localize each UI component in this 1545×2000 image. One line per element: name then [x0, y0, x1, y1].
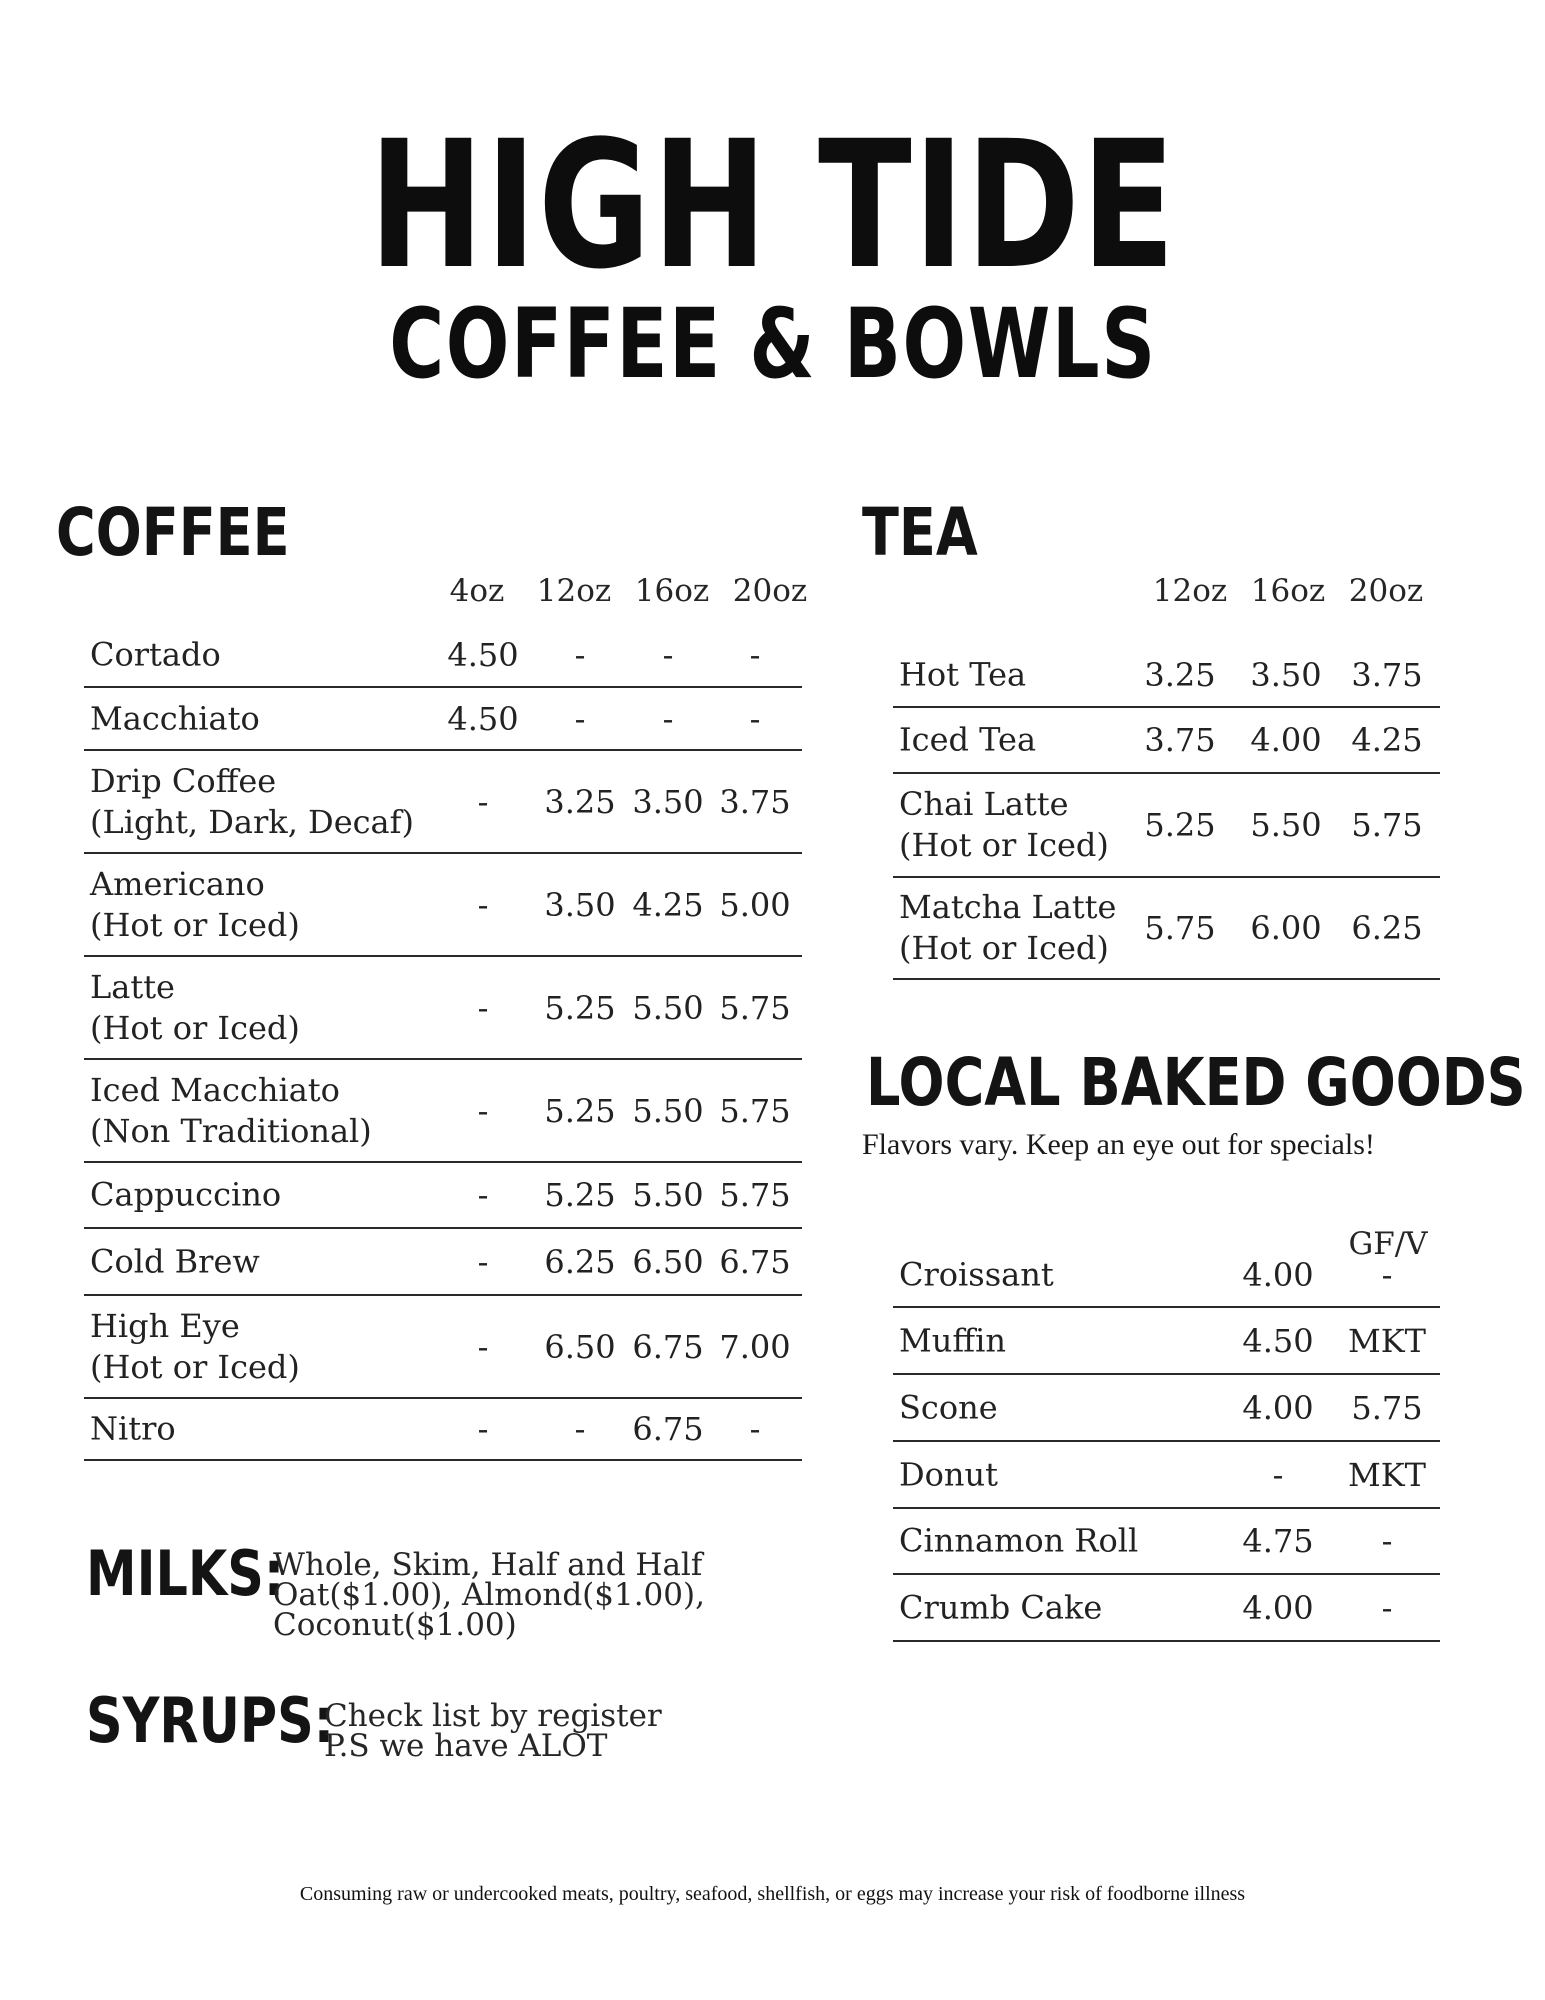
item-name-line: Scone [899, 1388, 998, 1426]
item-price: 6.75 [632, 1410, 704, 1448]
coffee-row [84, 1296, 802, 1399]
item-price: - [574, 636, 586, 674]
item-name [899, 655, 1026, 696]
baked-goods-row [893, 1575, 1440, 1642]
item-price: 4.25 [1351, 721, 1423, 759]
tea-menu-table [893, 644, 1440, 980]
item-price: 3.50 [544, 885, 616, 924]
item-name [90, 1409, 176, 1450]
baked-goods-row [893, 1442, 1440, 1509]
coffee-row [84, 1163, 802, 1229]
baked-goods-tagline: Flavors vary. Keep an eye out for specials! [862, 1128, 1375, 1161]
item-note-line: (Hot or Iced) [899, 929, 1109, 967]
item-price: - [574, 1410, 586, 1448]
item-name [899, 1521, 1138, 1562]
item-price: - [1272, 1455, 1284, 1494]
item-price: 5.50 [632, 1091, 704, 1130]
coffee-section-title: COFFEE [56, 494, 290, 571]
item-price: - [1381, 1522, 1393, 1560]
item-note-line: (Hot or Iced) [90, 905, 300, 944]
item-price: - [662, 699, 674, 738]
syrups-line: P.S we have ALOT [324, 1728, 608, 1764]
item-price: 3.75 [1144, 721, 1216, 759]
item-price: - [477, 1091, 489, 1130]
item-price: 5.75 [719, 1176, 791, 1214]
item-name-line: Cinnamon Roll [899, 1521, 1139, 1560]
syrups-label: SYRUPS: [86, 1684, 335, 1757]
size-header-12oz: 12oz [1152, 573, 1228, 609]
baked-goods-row [893, 1244, 1440, 1308]
item-price: MKT [1347, 1455, 1426, 1494]
item-name-line: Macchiato [90, 699, 260, 737]
brand-title: HIGH TIDE [368, 103, 1177, 308]
item-note-line: (Light, Dark, Decaf) [90, 802, 414, 841]
item-name [90, 864, 300, 946]
item-price: - [477, 885, 489, 924]
item-name [899, 887, 1116, 969]
item-name-line: Chai Latte [899, 785, 1069, 823]
tea-row [893, 774, 1440, 878]
item-name [899, 1255, 1054, 1296]
item-name [90, 761, 414, 843]
milks-label: MILKS: [86, 1537, 285, 1610]
item-price: 5.75 [719, 988, 791, 1027]
baked-goods-row [893, 1308, 1440, 1375]
item-note-line: (Non Traditional) [90, 1111, 372, 1150]
item-name-line: Cappuccino [90, 1175, 282, 1214]
item-price: 6.00 [1250, 909, 1322, 947]
item-price: - [477, 1176, 489, 1214]
tea-row [893, 708, 1440, 774]
item-price: 5.50 [632, 1176, 704, 1214]
item-name [899, 720, 1036, 761]
item-price: 5.25 [544, 1091, 616, 1130]
tea-row [893, 878, 1440, 980]
item-name-line: Croissant [899, 1255, 1054, 1294]
syrups-info [324, 1698, 662, 1764]
item-price: - [1381, 1588, 1393, 1627]
item-price: 4.00 [1242, 1256, 1314, 1294]
item-price: 6.75 [632, 1327, 704, 1366]
item-price: 3.25 [544, 782, 616, 821]
milks-options [273, 1547, 705, 1643]
item-name-line: Cortado [90, 635, 221, 674]
coffee-row [84, 751, 802, 854]
item-price: - [477, 1410, 489, 1448]
item-price: 5.75 [1144, 909, 1216, 947]
item-price: 4.00 [1242, 1588, 1314, 1627]
baked-goods-row [893, 1509, 1440, 1575]
item-name-line: Nitro [90, 1409, 176, 1448]
coffee-row [84, 1229, 802, 1296]
item-price: 4.00 [1250, 721, 1322, 759]
item-name [90, 635, 221, 676]
item-price: 5.50 [1250, 806, 1322, 844]
item-name [899, 1320, 1006, 1361]
item-note-line: (Hot or Iced) [899, 826, 1109, 864]
tea-row [893, 644, 1440, 708]
size-header-16oz: 16oz [634, 573, 710, 609]
size-header-12oz: 12oz [536, 573, 612, 609]
milks-line: Whole, Skim, Half and Half [273, 1547, 703, 1583]
item-name [899, 1387, 998, 1428]
item-name [899, 784, 1109, 866]
item-price: 6.25 [1351, 909, 1423, 947]
coffee-row [84, 688, 802, 751]
item-price: 7.00 [719, 1327, 791, 1366]
item-price: 5.25 [1144, 806, 1216, 844]
item-name-line: Iced Macchiato [90, 1070, 340, 1109]
item-price: - [477, 782, 489, 821]
item-name-line: Crumb Cake [899, 1588, 1103, 1626]
item-name [90, 698, 260, 739]
item-price: - [662, 636, 674, 674]
item-name [90, 1241, 260, 1282]
item-price: 6.50 [632, 1242, 704, 1281]
item-note-line: (Hot or Iced) [90, 1008, 300, 1047]
item-price: 3.50 [632, 782, 704, 821]
item-name-line: Americano [90, 864, 265, 903]
coffee-row [84, 1060, 802, 1163]
item-note-line: (Hot or Iced) [90, 1347, 300, 1386]
item-price: - [477, 1327, 489, 1366]
item-price: 5.50 [632, 988, 704, 1027]
baked-goods-section-title: LOCAL BAKED GOODS [866, 1044, 1526, 1121]
milks-line: Coconut($1.00) [273, 1607, 517, 1643]
item-name-line: Cold Brew [90, 1242, 260, 1280]
item-price: 4.75 [1242, 1522, 1314, 1560]
item-price: 4.50 [447, 636, 519, 674]
item-name-line: High Eye [90, 1306, 240, 1345]
coffee-row [84, 854, 802, 957]
size-header-16oz: 16oz [1250, 573, 1326, 609]
size-header-4oz: 4oz [449, 573, 505, 609]
item-price: 5.25 [544, 988, 616, 1027]
item-name-line: Hot Tea [899, 655, 1027, 694]
item-price: - [477, 1242, 489, 1281]
item-name-line: Latte [90, 967, 175, 1006]
item-price: - [1381, 1256, 1393, 1294]
syrups-line: Check list by register [324, 1698, 662, 1734]
item-price: 5.75 [1351, 806, 1423, 844]
item-name-line: Iced Tea [899, 720, 1037, 759]
item-price: 4.50 [447, 699, 519, 738]
item-price: - [749, 699, 761, 738]
baked-goods-row [893, 1375, 1440, 1442]
item-price: - [749, 636, 761, 674]
item-name [90, 1306, 300, 1388]
coffee-row [84, 957, 802, 1060]
tea-section-title: TEA [862, 494, 978, 571]
item-name [90, 1175, 281, 1216]
baked-goods-table [893, 1244, 1440, 1642]
coffee-row [84, 1399, 802, 1461]
item-price: 6.75 [719, 1242, 791, 1281]
brand-subtitle: COFFEE & BOWLS [388, 288, 1157, 400]
item-price: 5.75 [1351, 1388, 1423, 1427]
item-price: 5.75 [719, 1091, 791, 1130]
coffee-menu-table [84, 624, 802, 1461]
milks-line: Oat($1.00), Almond($1.00), [273, 1577, 705, 1613]
item-price: 6.25 [544, 1242, 616, 1281]
item-price: MKT [1347, 1321, 1426, 1360]
item-name-line: Muffin [899, 1321, 1006, 1359]
item-price: 3.50 [1250, 656, 1322, 694]
item-price: 3.75 [719, 782, 791, 821]
item-price: 3.75 [1351, 656, 1423, 694]
item-name [899, 1454, 998, 1495]
item-name-line: Drip Coffee [90, 761, 277, 800]
item-name [899, 1587, 1102, 1628]
item-price: 5.25 [544, 1176, 616, 1214]
item-price: - [574, 699, 586, 738]
item-name [90, 967, 300, 1049]
item-price: 6.50 [544, 1327, 616, 1366]
food-safety-disclaimer: Consuming raw or undercooked meats, poultry, seafood, shellfish, or eggs may increase your risk of foodborne illness [299, 1883, 1246, 1905]
item-price: 4.50 [1242, 1321, 1314, 1360]
item-price: - [749, 1410, 761, 1448]
item-price: 4.00 [1242, 1388, 1314, 1427]
item-price: - [477, 988, 489, 1027]
item-price: 4.25 [632, 885, 704, 924]
item-price: 3.25 [1144, 656, 1216, 694]
gf-v-header: GF/V [1348, 1226, 1428, 1262]
size-header-20oz: 20oz [1348, 573, 1424, 609]
coffee-row [84, 624, 802, 688]
item-name-line: Matcha Latte [899, 888, 1117, 926]
item-name [90, 1070, 372, 1152]
item-name-line: Donut [899, 1455, 998, 1493]
size-header-20oz: 20oz [732, 573, 808, 609]
item-price: 5.00 [719, 885, 791, 924]
